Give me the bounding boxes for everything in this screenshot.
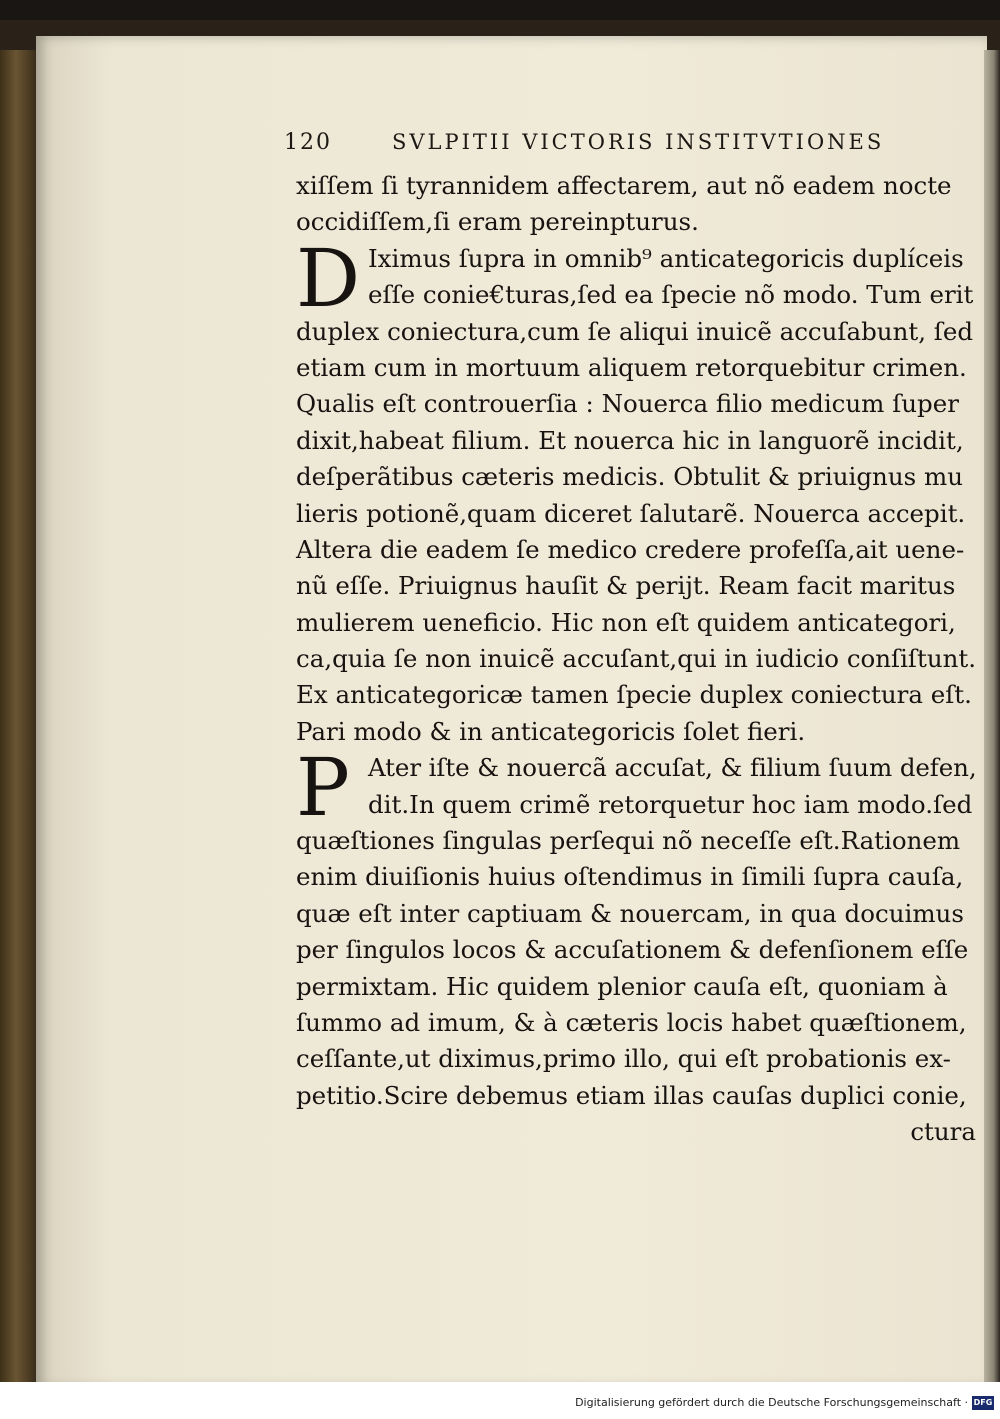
text-line: duplex coniectura,cum ſe aliqui inuicẽ accuſabunt, ſed (296, 316, 974, 346)
paragraph-continuation (296, 168, 976, 241)
text-line: ca,quia ſe non inuicẽ accuſant,qui in iudicio conſiſtunt. (296, 644, 976, 674)
paragraph-pater (296, 741, 977, 1150)
book-spine-edge (0, 50, 40, 1395)
text-line: nũ eſſe. Priuignus hauſit & perijt. Ream facit maritus (296, 571, 956, 601)
text-line: petitio.Scire debemus etiam illas cauſas duplici conie, (296, 1080, 967, 1110)
text-line: quæ eſt inter captiuam & nouercam, in qua docuimus (296, 898, 964, 928)
text-line: Qualis eſt controuerſia : Nouerca filio medicum ſuper (296, 389, 959, 419)
text-line: permixtam. Hic quidem plenior cauſa eſt, quoniam à (296, 971, 948, 1001)
dfg-logo: DFG (972, 1396, 994, 1410)
text-line: xiſſem ſi tyrannidem affectarem, aut nõ eadem nocte (296, 171, 952, 200)
text-line: ſummo ad imum, & à cæteris locis habet quæſtionem, (296, 1007, 967, 1037)
digitization-credit: Digitalisierung gefördert durch die Deutsche Forschungsgemeinschaft · (575, 1396, 968, 1409)
footer-bar (0, 1382, 1000, 1419)
text-line: etiam cum in mortuum aliquem retorquebitur crimen. (296, 352, 967, 382)
text-line: Iximus ſupra in omnib⁹ anticategoricis duplíceis (368, 243, 964, 273)
text-line: occidiſſem,ſi eram pereinpturus. (296, 207, 699, 237)
text-line: dixit,habeat filium. Et nouerca hic in languorẽ incidit, (296, 425, 964, 455)
text-line: lieris potionẽ,quam diceret ſalutarẽ. Nouerca accepit. (296, 498, 966, 528)
text-line: eſſe conie€turas,ſed ea ſpecie nõ modo. Tum erit (368, 280, 974, 310)
drop-capital: P (296, 741, 350, 835)
text-line: Pari modo & in anticategoricis ſolet fieri. (296, 716, 806, 746)
text-line: per ſingulos locos & accuſationem & defenſionem eſſe (296, 935, 969, 965)
page-number: 120 (284, 130, 332, 155)
text-line: Altera die eadem ſe medico credere profeſſa,ait uene- (296, 534, 965, 564)
text-line: Ater iſte & nouercã accuſat, & filium ſuum defen, (368, 753, 977, 783)
drop-capital: D (296, 231, 361, 325)
text-line: deſperãtibus cæteris medicis. Obtulit & priuignus mu (296, 462, 963, 492)
running-title: SVLPITII VICTORIS INSTITVTIONES (392, 130, 885, 154)
page-header (284, 130, 974, 166)
text-line: ceſſante,ut diximus,primo illo, qui eſt probationis ex- (296, 1044, 951, 1074)
paragraph-diximus (296, 231, 976, 750)
text-block (296, 168, 976, 1151)
text-line: dit.In quem crimẽ retorquetur hoc iam modo.ſed (368, 789, 973, 819)
text-line: mulierem ueneficio. Hic non eſt quidem anticategori, (296, 607, 956, 637)
text-line: quæſtiones ſingulas perſequi nõ neceſſe eſt.Rationem (296, 826, 961, 856)
text-line: Ex anticategoricæ tamen ſpecie duplex coniectura eſt. (296, 680, 972, 710)
page-fore-edge (984, 50, 1000, 1395)
catchword: ctura (910, 1117, 976, 1147)
text-line: enim diuiſionis huius oſtendimus in ſimili ſupra cauſa, (296, 862, 964, 892)
